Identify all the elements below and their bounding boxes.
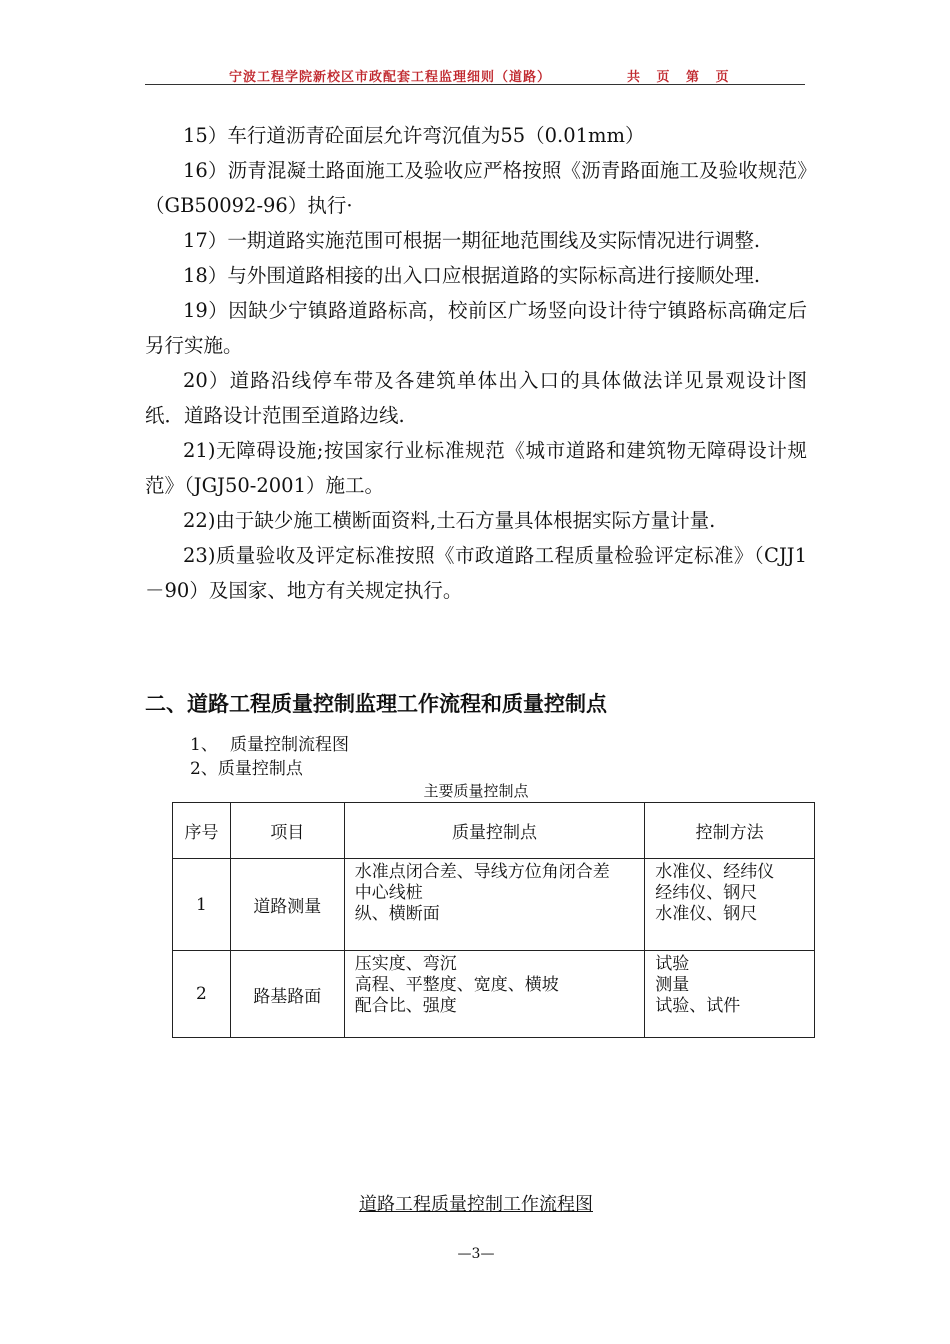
subsection-control-points: 2、质量控制点 xyxy=(190,759,303,779)
point-line: 配合比、强度 xyxy=(354,996,457,1016)
paragraph-17: 17）一期道路实施范围可根据一期征地范围线及实际情况进行调整. xyxy=(183,229,761,252)
paragraph-18: 18）与外围道路相接的出入口应根据道路的实际标高进行接顺处理. xyxy=(183,264,761,287)
method-line: 试验、试件 xyxy=(655,996,741,1016)
point-line: 中心线桩 xyxy=(354,883,423,903)
subsection-number: 1、 xyxy=(190,735,218,755)
row-item: 道路测量 xyxy=(230,859,344,951)
control-points-table xyxy=(172,802,815,1038)
table-header-row xyxy=(173,803,815,859)
paragraph-23: 23)质量验收及评定标准按照《市政道路工程质量检验评定标准》（CJJ1－90）及国家、地方有关规定执行。 xyxy=(145,544,807,602)
paragraph-21: 21)无障碍设施;按国家行业标准规范《城市道路和建筑物无障碍设计规范》（JGJ50-2001）施工。 xyxy=(145,439,807,497)
row-points xyxy=(344,951,645,1038)
page-header xyxy=(145,62,805,85)
method-line: 水准仪、经纬仪 xyxy=(655,862,775,882)
header-item: 项目 xyxy=(230,803,344,859)
header-points: 质量控制点 xyxy=(344,803,645,859)
paragraph-15: 15）车行道沥青砼面层允许弯沉值为55（0.01mm） xyxy=(183,124,645,147)
point-line: 高程、平整度、宽度、横坡 xyxy=(354,975,559,995)
paragraph-20: 20）道路沿线停车带及各建筑单体出入口的具体做法详见景观设计图纸．道路设计范围至道路边线. xyxy=(145,369,807,427)
header-methods: 控制方法 xyxy=(645,803,815,859)
row-item: 路基路面 xyxy=(230,951,344,1038)
paragraph-16: 16）沥青混凝土路面施工及验收应严格按照《沥青路面施工及验收规范》（GB50092-96）执行· xyxy=(145,159,807,217)
subsection-label: 质量控制流程图 xyxy=(230,735,349,755)
row-methods xyxy=(645,951,815,1038)
point-line: 水准点闭合差、导线方位角闭合差 xyxy=(354,862,610,882)
subsection-flowchart xyxy=(190,730,349,755)
method-line: 试验 xyxy=(655,954,690,974)
method-line: 测量 xyxy=(655,975,690,995)
header-title: 宁波工程学院新校区市政配套工程监理细则（道路） xyxy=(229,70,552,85)
method-line: 水准仪、钢尺 xyxy=(655,904,758,924)
paragraph-22: 22)由于缺少施工横断面资料,土石方量具体根据实际方量计量. xyxy=(183,509,716,532)
method-line: 经纬仪、钢尺 xyxy=(655,883,758,903)
row-no: 2 xyxy=(173,951,231,1038)
row-points xyxy=(344,859,645,951)
paragraph-19: 19）因缺少宁镇路道路标高，校前区广场竖向设计待宁镇路标高确定后另行实施。 xyxy=(145,299,807,357)
flowchart-title: 道路工程质量控制工作流程图 xyxy=(359,1194,593,1215)
row-methods xyxy=(645,859,815,951)
point-line: 纵、横断面 xyxy=(354,904,440,924)
point-line: 压实度、弯沉 xyxy=(354,954,457,974)
table-row xyxy=(173,859,815,951)
page-number: —3— xyxy=(457,1246,495,1262)
header-no: 序号 xyxy=(173,803,231,859)
table-caption: 主要质量控制点 xyxy=(423,782,529,800)
table-row xyxy=(173,951,815,1038)
body-text xyxy=(145,118,807,608)
row-no: 1 xyxy=(173,859,231,951)
section-heading: 二、道路工程质量控制监理工作流程和质量控制点 xyxy=(145,692,607,716)
header-page-count: 共 页 第 页 xyxy=(627,70,730,85)
